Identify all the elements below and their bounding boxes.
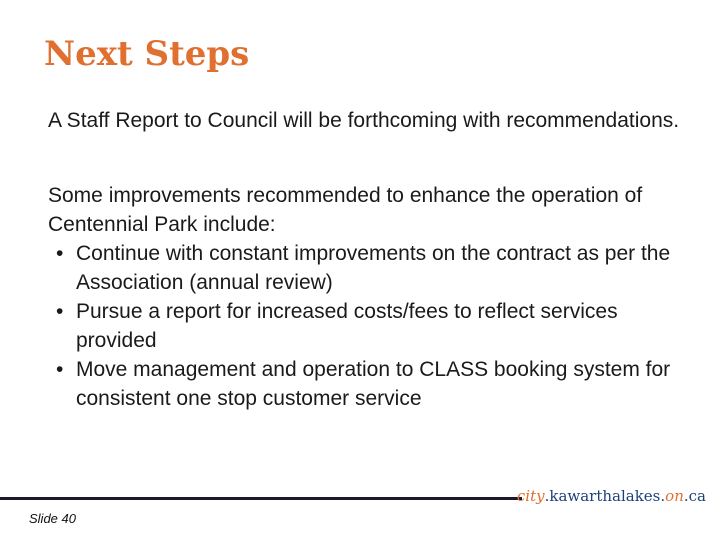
- logo-name-text: kawarthalakes: [549, 487, 661, 505]
- bullet-icon: •: [56, 358, 64, 381]
- footer-rule: [0, 497, 522, 500]
- slide-title: Next Steps: [44, 34, 250, 74]
- paragraph-spacer: [48, 135, 688, 181]
- logo-country-text: ca: [688, 487, 706, 505]
- logo-city-text: city: [516, 487, 545, 505]
- list-item-text: Move management and operation to CLASS booking system for consistent one stop customer service: [76, 358, 671, 410]
- logo-dot: .: [660, 487, 666, 505]
- bullet-icon: •: [56, 300, 64, 323]
- list-item: [48, 297, 688, 355]
- logo-province-text: on: [665, 487, 684, 505]
- paragraph-improvements: Some improvements recommended to enhance the operation of Centennial Park include:: [48, 184, 643, 236]
- logo-dot: .: [544, 487, 550, 505]
- city-logo: [517, 487, 706, 505]
- bullet-icon: •: [56, 242, 64, 265]
- list-item: [48, 239, 688, 297]
- paragraph-staff-report: A Staff Report to Council will be forthcoming with recommendations.: [48, 109, 680, 132]
- logo-dot: .: [683, 487, 689, 505]
- list-item-text: Continue with constant improvements on the contract as per the Association (annual review): [76, 242, 671, 294]
- slide-body: [48, 106, 688, 413]
- improvements-list: [48, 239, 688, 413]
- list-item-text: Pursue a report for increased costs/fees to reflect services provided: [76, 300, 618, 352]
- list-item: [48, 355, 688, 413]
- slide-number: Slide 40: [29, 511, 76, 526]
